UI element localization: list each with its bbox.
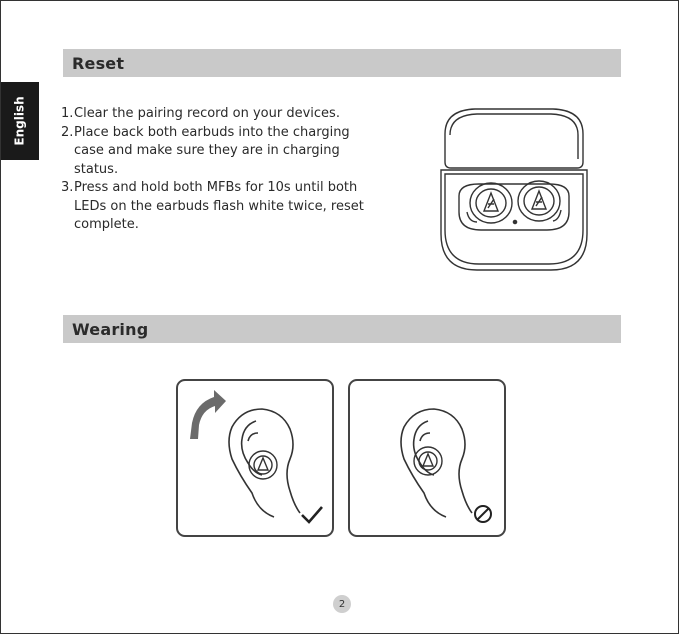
step-number: 1.	[61, 106, 74, 121]
charging-case-illustration	[439, 104, 589, 278]
language-tab	[1, 82, 39, 160]
reset-step	[61, 124, 366, 180]
wearing-heading: Wearing	[72, 319, 149, 339]
step-text: Press and hold both MFBs for 10s until both LEDs on the earbuds flash white twice, reset complete.	[74, 180, 364, 232]
reset-steps-list	[61, 105, 366, 235]
correct-wearing-panel	[176, 379, 334, 537]
reset-section-header	[63, 49, 621, 77]
page-number: 2	[338, 598, 346, 610]
step-text: Place back both earbuds into the charging case and make sure they are in charging status.	[74, 124, 350, 177]
step-number: 2.	[61, 124, 74, 140]
reset-step	[61, 179, 366, 235]
checkmark-icon	[302, 507, 322, 522]
step-text: Clear the pairing record on your devices.	[74, 106, 340, 121]
page-number-badge	[333, 595, 351, 613]
earbud-in-ear	[249, 451, 277, 479]
prohibited-icon	[475, 506, 491, 522]
reset-heading: Reset	[72, 53, 125, 73]
incorrect-wearing-panel	[348, 379, 506, 537]
step-number: 3.	[61, 180, 74, 195]
rotate-arrow-icon	[190, 390, 226, 439]
language-label: English	[13, 96, 27, 146]
wearing-section-header	[63, 315, 621, 343]
reset-step	[61, 105, 366, 124]
